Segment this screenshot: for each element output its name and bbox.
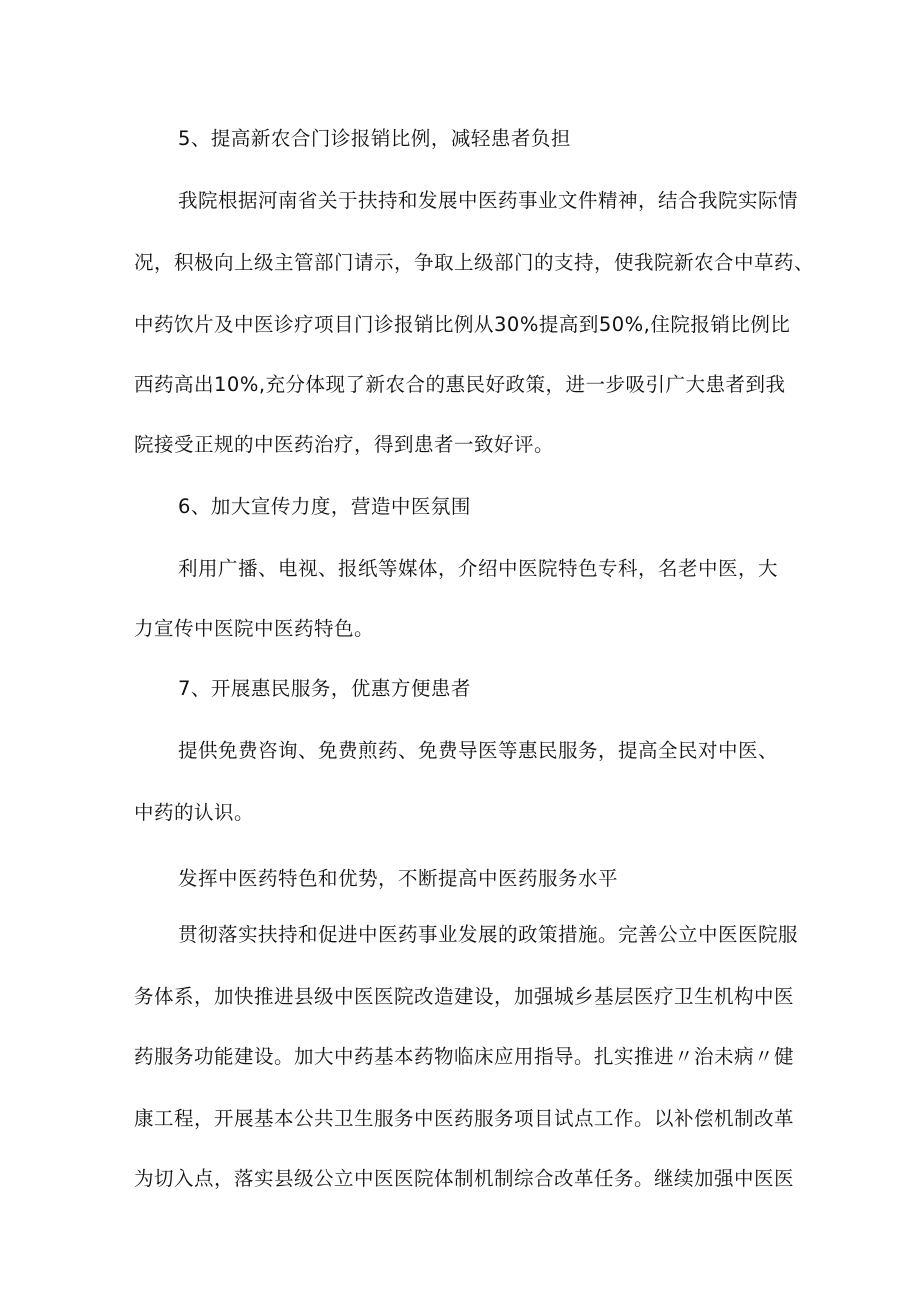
paragraph-line: 中药的认识。 [134,801,255,824]
paragraph-line: 提供免费咨询、免费煎药、免费导医等惠民服务，提高全民对中医、 [178,739,779,762]
paragraph-line: 药服务功能建设。加大中药基本药物临床应用指导。扎实推进〃治未病〃健 [134,1045,795,1068]
paragraph-line: 务体系，加快推进县级中医医院改造建设，加强城乡基层医疗卫生机构中医 [134,985,795,1008]
paragraph-line: 我院根据河南省关于扶持和发展中医药事业文件精神，结合我院实际情 [178,189,799,212]
section-6-heading: 6、加大宣传力度，营造中医氛围 [178,495,471,518]
section-7-heading: 7、开展惠民服务，优惠方便患者 [178,677,471,700]
paragraph-line: 西药高出10%,充分体现了新农合的惠民好政策，进一步吸引广大患者到我 [134,373,786,396]
paragraph-line: 院接受正规的中医药治疗，得到患者一致好评。 [134,433,555,456]
paragraph-line: 况，积极向上级主管部门请示，争取上级部门的支持，使我院新农合中草药、 [134,251,815,274]
paragraph-line: 力宣传中医院中医药特色。 [134,617,375,640]
section-5-heading: 5、提高新农合门诊报销比例，减轻患者负担 [178,127,571,150]
paragraph-line: 康工程，开展基本公共卫生服务中医药服务项目试点工作。以补偿机制改革 [134,1107,795,1130]
section-8-heading: 发挥中医药特色和优势，不断提高中医药服务水平 [178,867,619,890]
paragraph-line: 利用广播、电视、报纸等媒体，介绍中医院特色专科，名老中医，大 [178,557,779,580]
paragraph-line: 中药饮片及中医诊疗项目门诊报销比例从30%提高到50%,住院报销比例比 [134,313,791,336]
paragraph-line: 为切入点，落实县级公立中医医院体制机制综合改革任务。继续加强中医医 [134,1167,795,1190]
paragraph-line: 贯彻落实扶持和促进中医药事业发展的政策措施。完善公立中医医院服 [178,923,799,946]
